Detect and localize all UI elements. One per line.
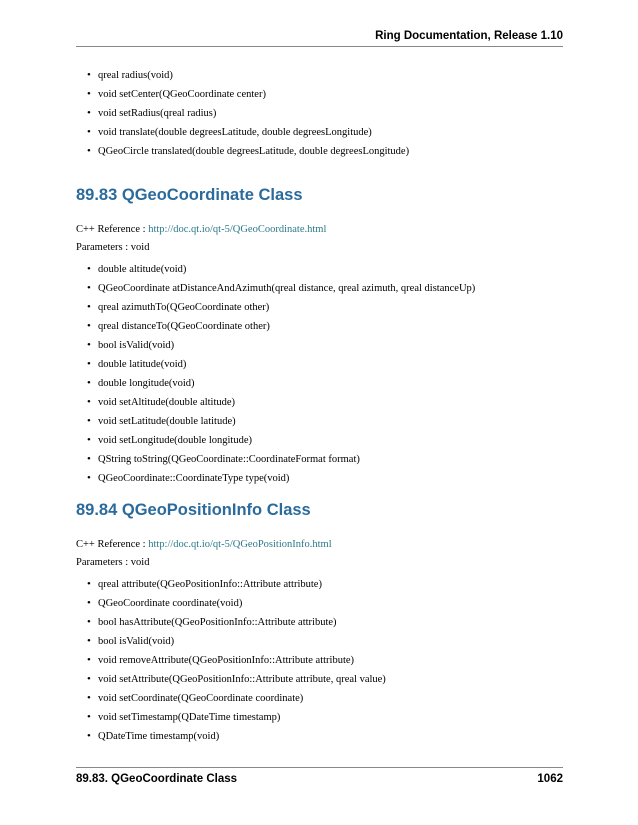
list-item: • void setTimestamp(QDateTime timestamp) bbox=[90, 708, 563, 727]
list-item: • double longitude(void) bbox=[90, 374, 563, 393]
list-item: • void setCenter(QGeoCoordinate center) bbox=[90, 85, 563, 104]
page-number: 1062 bbox=[537, 773, 563, 785]
list-item: • bool isValid(void) bbox=[90, 632, 563, 651]
top-method-list-section bbox=[76, 66, 563, 161]
list-item: • QGeoCoordinate::CoordinateType type(void) bbox=[90, 469, 563, 488]
reference-line bbox=[76, 221, 563, 239]
parameters-line: Parameters : void bbox=[76, 242, 150, 253]
method-list bbox=[76, 575, 563, 746]
reference-line bbox=[76, 536, 563, 554]
list-item: • qreal attribute(QGeoPositionInfo::Attribute attribute) bbox=[90, 575, 563, 594]
page-footer bbox=[76, 767, 563, 788]
list-item: • bool hasAttribute(QGeoPositionInfo::Attribute attribute) bbox=[90, 613, 563, 632]
header-title: Ring Documentation, Release 1.10 bbox=[375, 30, 563, 42]
list-item: • double altitude(void) bbox=[90, 260, 563, 279]
list-item: • double latitude(void) bbox=[90, 355, 563, 374]
method-list bbox=[76, 260, 563, 488]
list-item: • QGeoCircle translated(double degreesLatitude, double degreesLongitude) bbox=[90, 142, 563, 161]
list-item: • void setCoordinate(QGeoCoordinate coordinate) bbox=[90, 689, 563, 708]
list-item: • QString toString(QGeoCoordinate::CoordinateFormat format) bbox=[90, 450, 563, 469]
reference-label: C++ Reference : bbox=[76, 224, 149, 235]
parameters-line: Parameters : void bbox=[76, 557, 150, 568]
top-method-list bbox=[76, 66, 563, 161]
list-item: • qreal azimuthTo(QGeoCoordinate other) bbox=[90, 298, 563, 317]
list-item: • void removeAttribute(QGeoPositionInfo::Attribute attribute) bbox=[90, 651, 563, 670]
list-item: • void setLongitude(double longitude) bbox=[90, 431, 563, 450]
list-item: • QDateTime timestamp(void) bbox=[90, 727, 563, 746]
list-item: • QGeoCoordinate coordinate(void) bbox=[90, 594, 563, 613]
reference-link[interactable]: http://doc.qt.io/qt-5/QGeoCoordinate.html bbox=[148, 224, 327, 235]
reference-label: C++ Reference : bbox=[76, 539, 149, 550]
footer-section-title: 89.83. QGeoCoordinate Class bbox=[76, 773, 238, 785]
list-item: • void setAttribute(QGeoPositionInfo::Attribute attribute, qreal value) bbox=[90, 670, 563, 689]
list-item: • QGeoCoordinate atDistanceAndAzimuth(qreal distance, qreal azimuth, qreal distanceUp) bbox=[90, 279, 563, 298]
section-heading: 89.84 QGeoPositionInfo Class bbox=[76, 501, 311, 519]
section-qgeopositioninfo bbox=[76, 498, 563, 746]
list-item: • bool isValid(void) bbox=[90, 336, 563, 355]
section-qgeocoordinate bbox=[76, 183, 563, 488]
list-item: • void setAltitude(double altitude) bbox=[90, 393, 563, 412]
list-item: • void setRadius(qreal radius) bbox=[90, 104, 563, 123]
section-heading: 89.83 QGeoCoordinate Class bbox=[76, 186, 303, 204]
list-item: • void translate(double degreesLatitude, double degreesLongitude) bbox=[90, 123, 563, 142]
list-item: • void setLatitude(double latitude) bbox=[90, 412, 563, 431]
list-item: • qreal radius(void) bbox=[90, 66, 563, 85]
page-header bbox=[76, 28, 563, 47]
reference-link[interactable]: http://doc.qt.io/qt-5/QGeoPositionInfo.html bbox=[148, 539, 332, 550]
list-item: • qreal distanceTo(QGeoCoordinate other) bbox=[90, 317, 563, 336]
